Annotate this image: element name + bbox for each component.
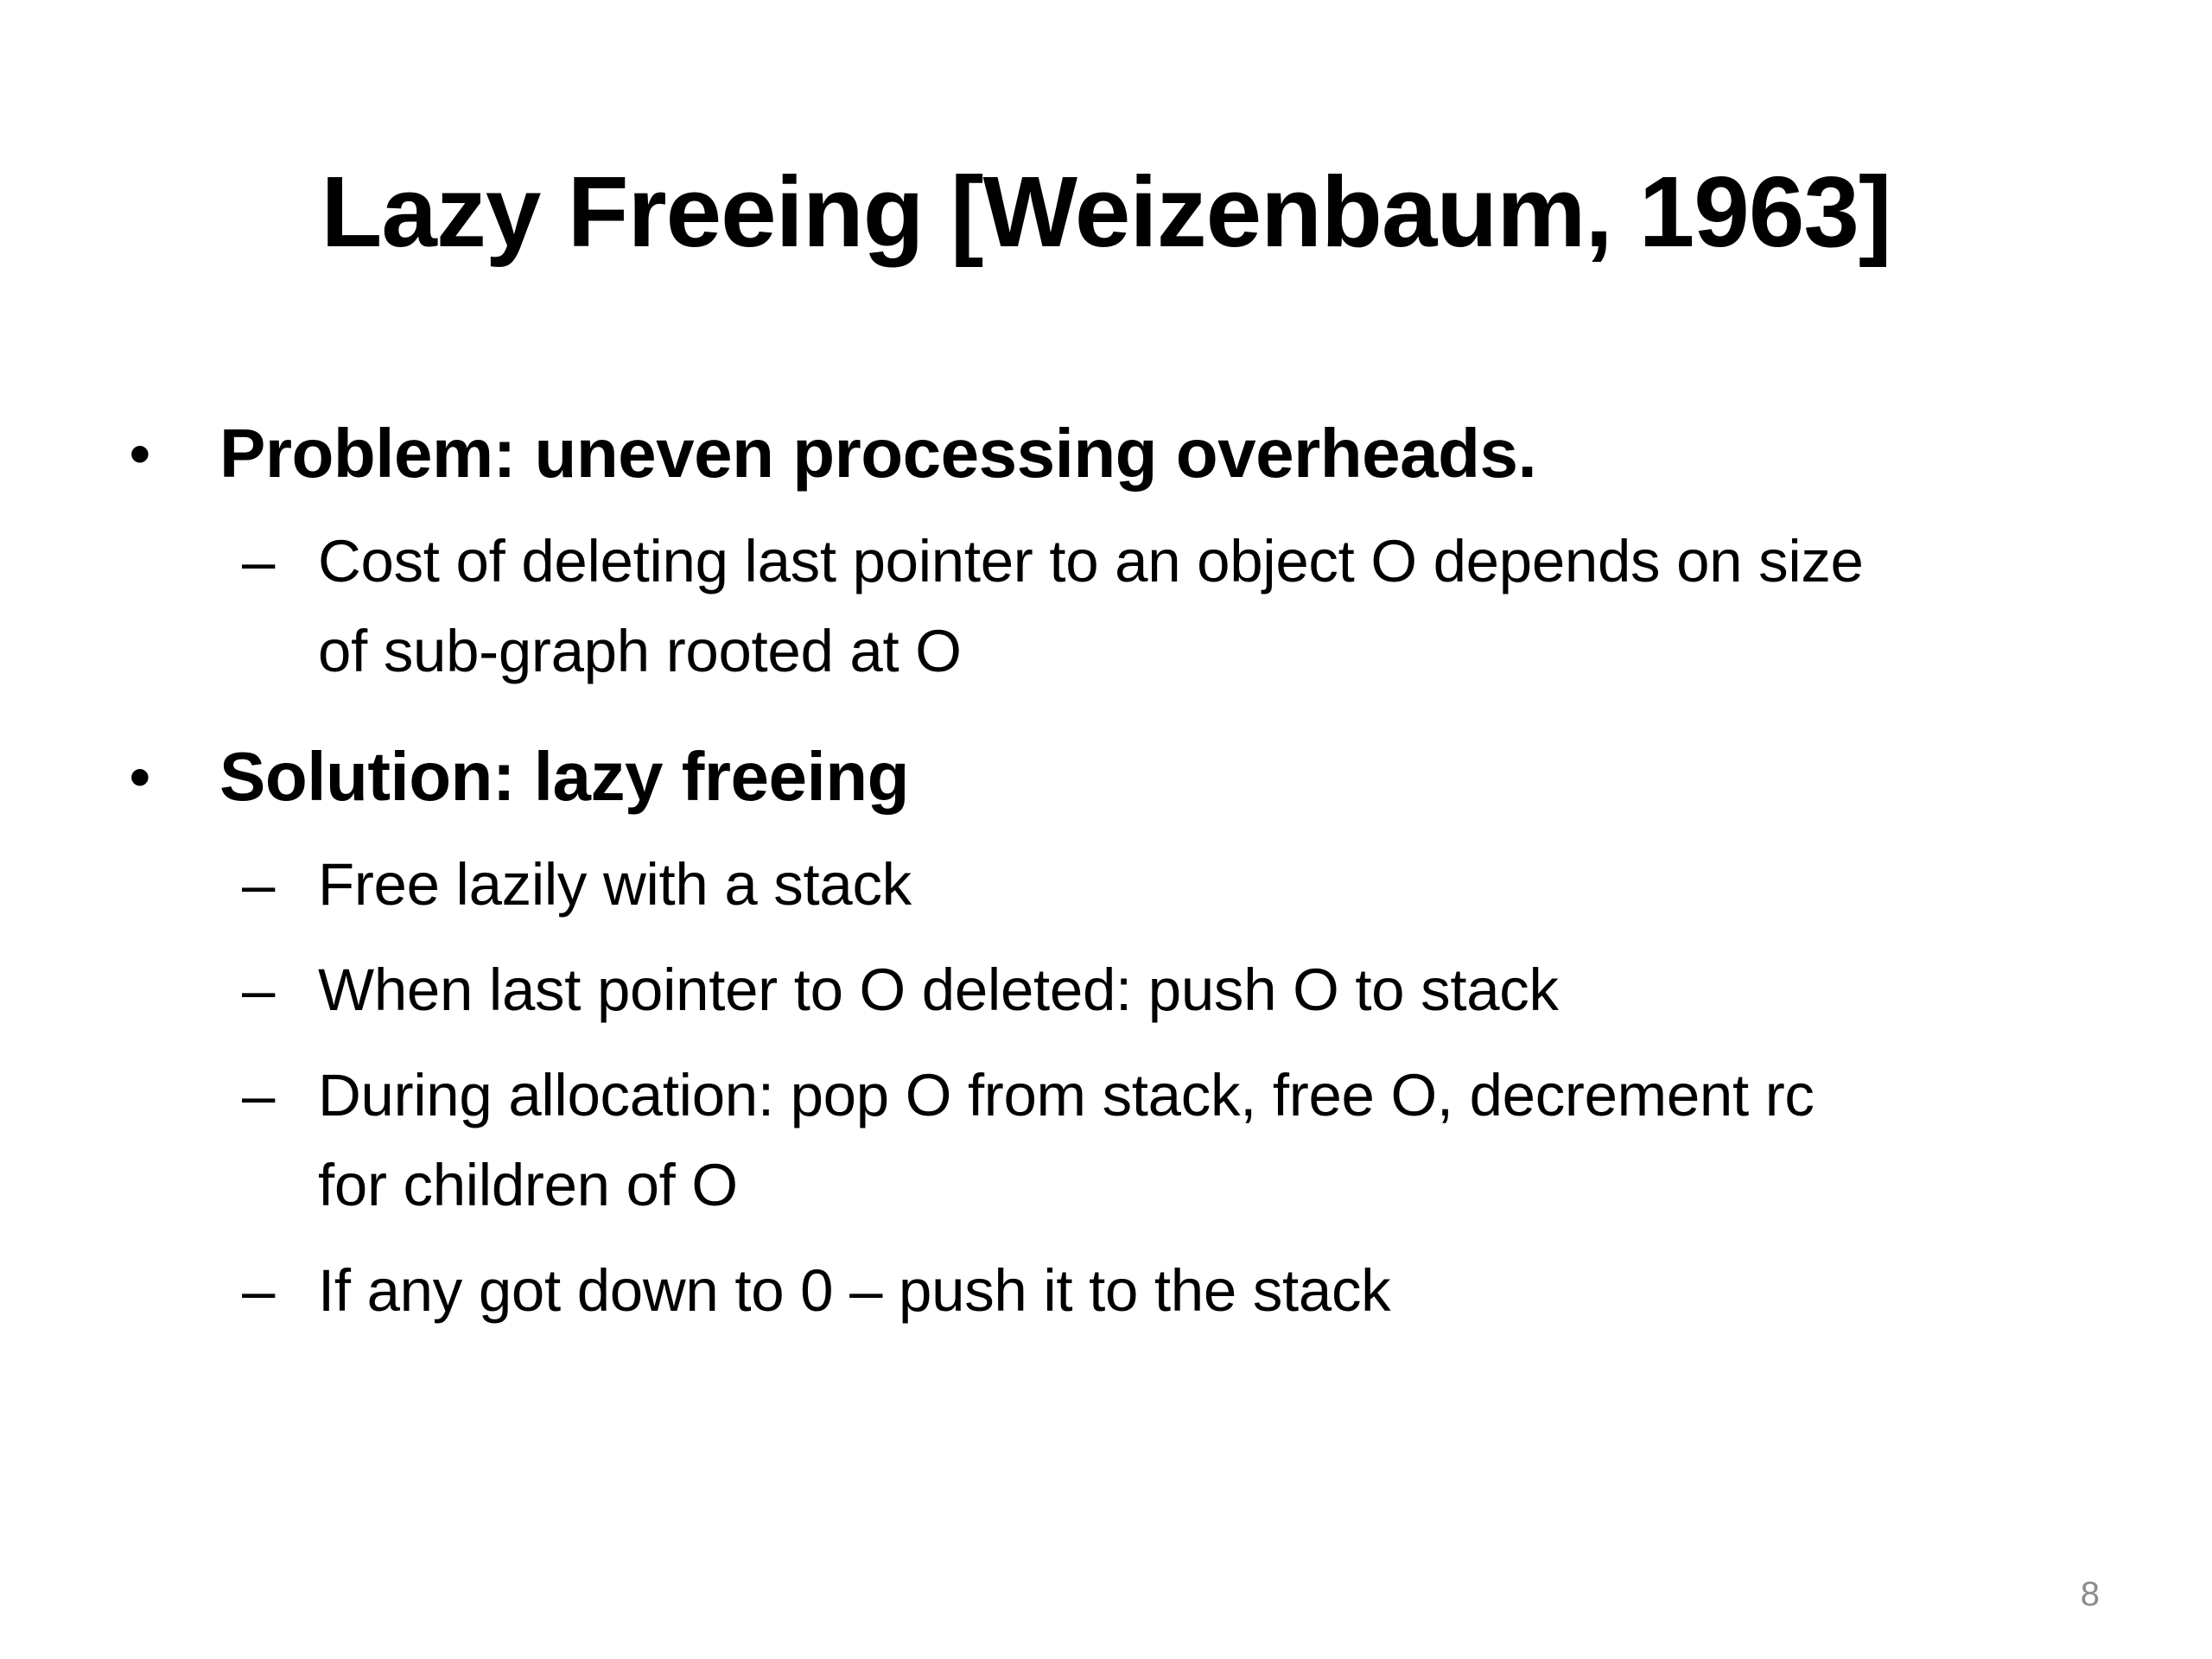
bullet-solution [130,729,2117,824]
dash-icon: – [242,957,276,1023]
sub-bullet-cost [130,517,2117,696]
sub-bullet-push-to-stack [130,945,2117,1035]
bullet-text: Problem: uneven processing overheads. [219,415,1537,492]
bullet-dot-icon: • [130,421,150,486]
dash-icon: – [242,528,276,594]
sub-bullet-free-lazily [130,840,2117,930]
dash-icon: – [242,1062,276,1128]
bullet-text: Solution: lazy freeing [219,738,909,815]
dash-icon: – [242,1257,276,1324]
sub-bullet-line: Cost of deleting last pointer to an object O depends on size [318,528,1864,594]
sub-bullet-line: of sub-graph rooted at O [318,618,962,684]
sub-bullet-if-zero [130,1246,2117,1336]
sub-bullet-line: During allocation: pop O from stack, free O, decrement rc [318,1062,1815,1128]
sub-bullet-during-allocation [130,1051,2117,1230]
dash-icon: – [242,851,276,918]
bullet-dot-icon: • [130,744,150,810]
sub-bullet-line: When last pointer to O deleted: push O to stack [318,957,1559,1023]
bullet-problem [130,406,2117,501]
sub-bullet-line: for children of O [318,1152,738,1218]
slide-content [130,406,2117,1336]
page-number: 8 [2080,1575,2100,1613]
slide-title: Lazy Freeing [Weizenbaum, 1963] [321,156,1891,268]
sub-bullet-line: Free lazily with a stack [318,851,912,918]
sub-bullet-line: If any got down to 0 – push it to the stack [318,1257,1391,1324]
